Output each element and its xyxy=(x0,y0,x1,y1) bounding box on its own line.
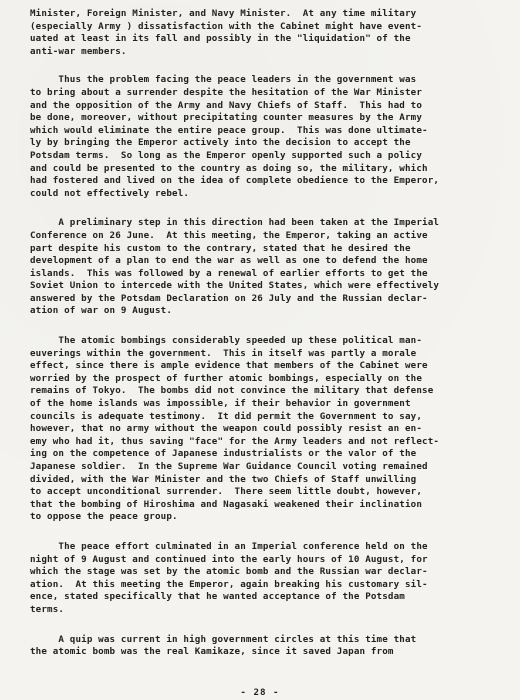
paragraph-atomic-bombings: The atomic bombings considerably speeded up these political man- euverings within the government. This in itself was partly a morale effect, since there is ample evidence that members of the Cabinet were worried by the prospect of further atomic bombings, especially on the remains of Tokyo. The bombs did not convince the military that defense of the home islands was impossible, if their behavior in government councils is adequate testimony. It did permit the Government to say, however, that no army without the weapon could possibly resist an en- emy who had it, thus saving "face" for the Army leaders and not reflect- ing on the competence of Japanese industrialists or the valor of the Japanese soldier. In the Supreme War Guidance Council voting remained divided, with the War Minister and the two Chiefs of Staff unwilling to accept unconditional surrender. There seem little doubt, however, that the bombing of Hiroshima and Nagasaki weakened their inclination to oppose the peace group. xyxy=(30,335,440,523)
paragraph-peace-problem: Thus the problem facing the peace leaders in the government was to bring about a surrender despite the hesitation of the War Minister and the opposition of the Army and Navy Chiefs of Staff. This had to be done, moreover, without precipitating counter measures by the Army which would eliminate the entire peace group. This was done ultimate- ly by bringing the Emperor actively into the decision to accept the Potsdam terms. So long as the Emperor openly supported such a policy and could be presented to the country as doing so, the military, which had fostered and lived on the idea of complete obedience to the Emperor, could not effectively rebel. xyxy=(30,74,440,199)
paragraph-cabinet-dissatisfaction: Minister, Foreign Minister, and Navy Minister. At any time military (especially Army ) dissatisfaction with the Cabinet might have event- uated at least in its fall and possibly in the "liquidation" of the anti-war members. xyxy=(30,8,423,57)
paragraph-kamikaze-quip: A quip was current in high government circles at this time that the atomic bomb was the real Kamikaze, since it saved Japan from xyxy=(30,633,417,658)
paragraph-peace-culmination: The peace effort culminated in an Imperial conference held on the night of 9 August and continued into the early hours of 10 August, for which the stage was set by the atomic bomb and the Russian war declar- ation. At this meeting the Emperor, again breaking his customary sil- ence, stated specifically that he wanted acceptance of the Potsdam terms. xyxy=(30,540,428,615)
page-number: - 28 - xyxy=(240,687,280,698)
paragraph-imperial-conference-june: A preliminary step in this direction had been taken at the Imperial Conference on 26 June. At this meeting, the Emperor, taking an active part despite his custom to the contrary, stated that he desired the development of a plan to end the war as well as one to defend the home islands. This was followed by a renewal of earlier efforts to get the Soviet Union to intercede with the United States, which were effectively answered by the Potsdam Declaration on 26 July and the Russian declar- ation of war on 9 August. xyxy=(30,217,440,317)
